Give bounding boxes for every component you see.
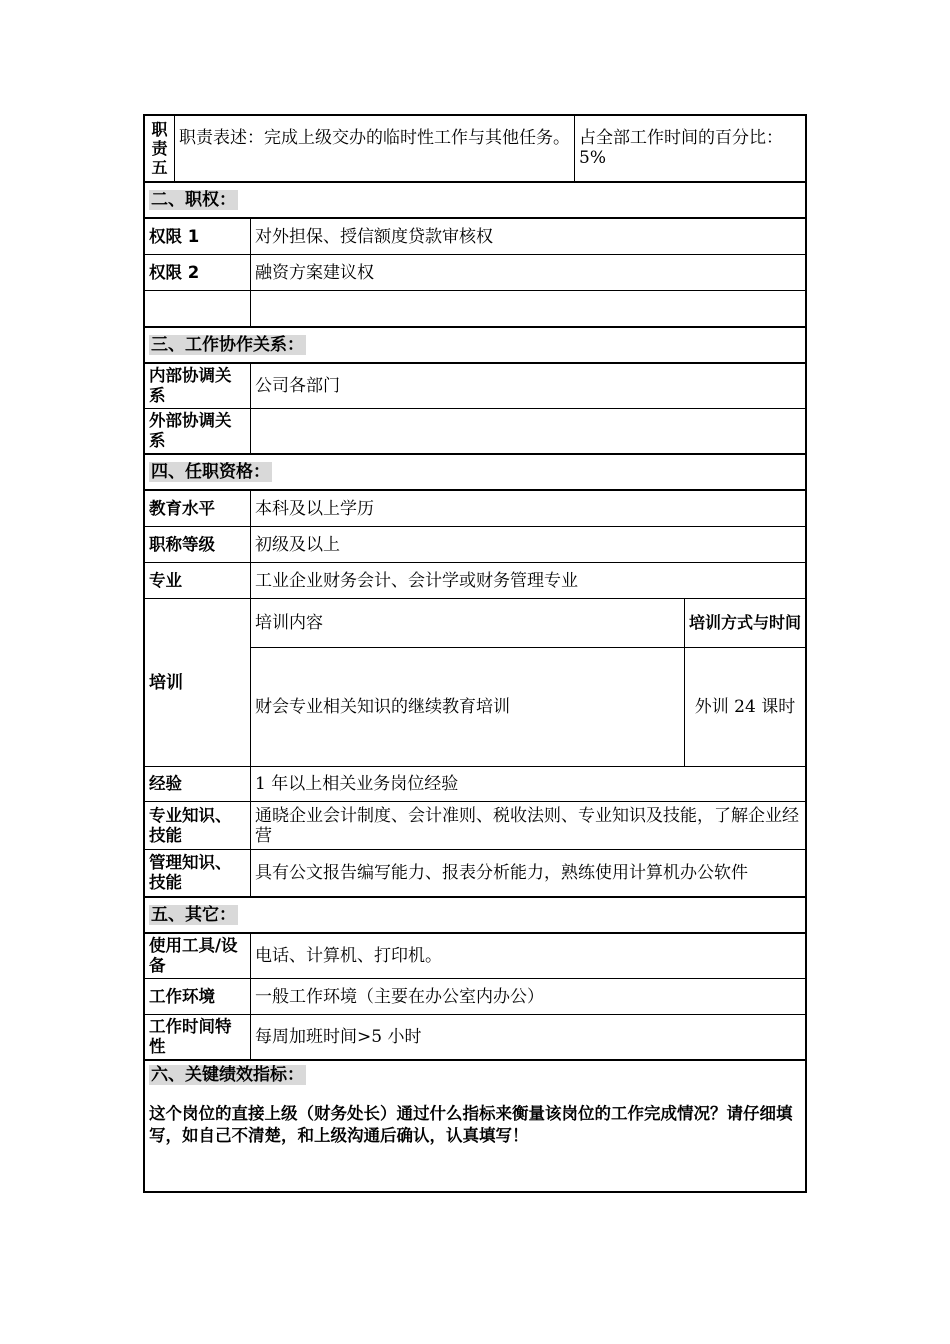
training-method-header: 培训方式与时间 [689,613,802,632]
duty-label-char: 职 [151,120,168,139]
duty-five-label [145,116,175,181]
education-label: 教育水平 [145,491,251,526]
environment-value: 一般工作环境（主要在办公室内办公） [255,986,544,1007]
education-value: 本科及以上学历 [255,498,374,519]
authority-value: 融资方案建议权 [255,262,374,283]
management-skills-row [143,850,807,898]
title-level-row [143,527,807,563]
management-skills-label: 管理知识、技能 [145,850,251,896]
authority-value [251,291,805,326]
education-row [143,491,807,527]
relation-label: 内部协调关系 [145,364,251,408]
experience-label: 经验 [145,767,251,801]
duty-five-description: 职责表述：完成上级交办的临时性工作与其他任务。 [175,116,575,181]
tools-label: 使用工具/设备 [145,934,251,978]
kpi-question: 这个岗位的直接上级（财务处长）通过什么指标来衡量该岗位的工作完成情况？请仔细填写，如自己不清楚，和上级沟通后确认，认真填写！ [149,1104,793,1145]
authority-label: 权限 1 [145,219,251,254]
work-hours-label: 工作时间特性 [145,1015,251,1059]
section-heading: 五、其它： [151,905,236,925]
duty-label-char: 责 [151,139,168,158]
job-description-table [143,114,807,1193]
authority-heading-row [143,183,807,219]
relation-label: 外部协调关系 [145,409,251,453]
section-heading: 二、职权： [151,190,236,210]
section-heading: 四、任职资格： [151,462,270,482]
authority-label [145,291,251,326]
environment-row [143,979,807,1015]
training-data-row [251,648,805,766]
relations-heading-row [143,328,807,364]
relation-row [143,364,807,409]
title-level-value: 初级及以上 [255,534,340,555]
relation-value: 公司各部门 [255,376,340,396]
training-header-row [251,599,805,648]
professional-skills-value: 通晓企业会计制度、会计准则、税收法则、专业知识及技能，了解企业经营 [255,805,799,846]
professional-skills-row [143,802,807,850]
authority-row [143,291,807,328]
training-content: 财会专业相关知识的继续教育培训 [251,648,685,766]
tools-row [143,934,807,979]
work-hours-value: 每周加班时间>5 小时 [255,1027,422,1047]
management-skills-value: 具有公文报告编写能力、报表分析能力，熟练使用计算机办公软件 [255,863,748,883]
environment-label: 工作环境 [145,979,251,1014]
qualifications-heading-row [143,455,807,491]
authority-row [143,255,807,291]
duty-five-percent: 占全部工作时间的百分比：5% [579,128,783,168]
experience-row [143,767,807,802]
training-method: 外训 24 课时 [694,697,796,717]
other-heading-row [143,898,807,934]
duty-label-char: 五 [151,158,168,177]
title-level-label: 职称等级 [145,527,251,562]
tools-value: 电话、计算机、打印机。 [255,946,442,966]
kpi-block [143,1061,807,1193]
training-label: 培训 [145,599,251,766]
major-row [143,563,807,599]
section-heading: 六、关键绩效指标： [151,1065,304,1085]
professional-skills-label: 专业知识、技能 [145,802,251,849]
section-heading: 三、工作协作关系： [151,335,304,355]
duty-five-row [143,114,807,183]
authority-value: 对外担保、授信额度贷款审核权 [255,226,493,247]
major-value: 工业企业财务会计、会计学或财务管理专业 [255,570,578,591]
experience-value: 1 年以上相关业务岗位经验 [255,774,459,794]
relation-value [251,409,805,453]
work-hours-row [143,1015,807,1061]
training-content-header: 培训内容 [251,599,685,647]
major-label: 专业 [145,563,251,598]
authority-label: 权限 2 [145,255,251,290]
relation-row [143,409,807,455]
training-detail [251,599,805,766]
authority-row [143,219,807,255]
training-row [143,599,807,767]
